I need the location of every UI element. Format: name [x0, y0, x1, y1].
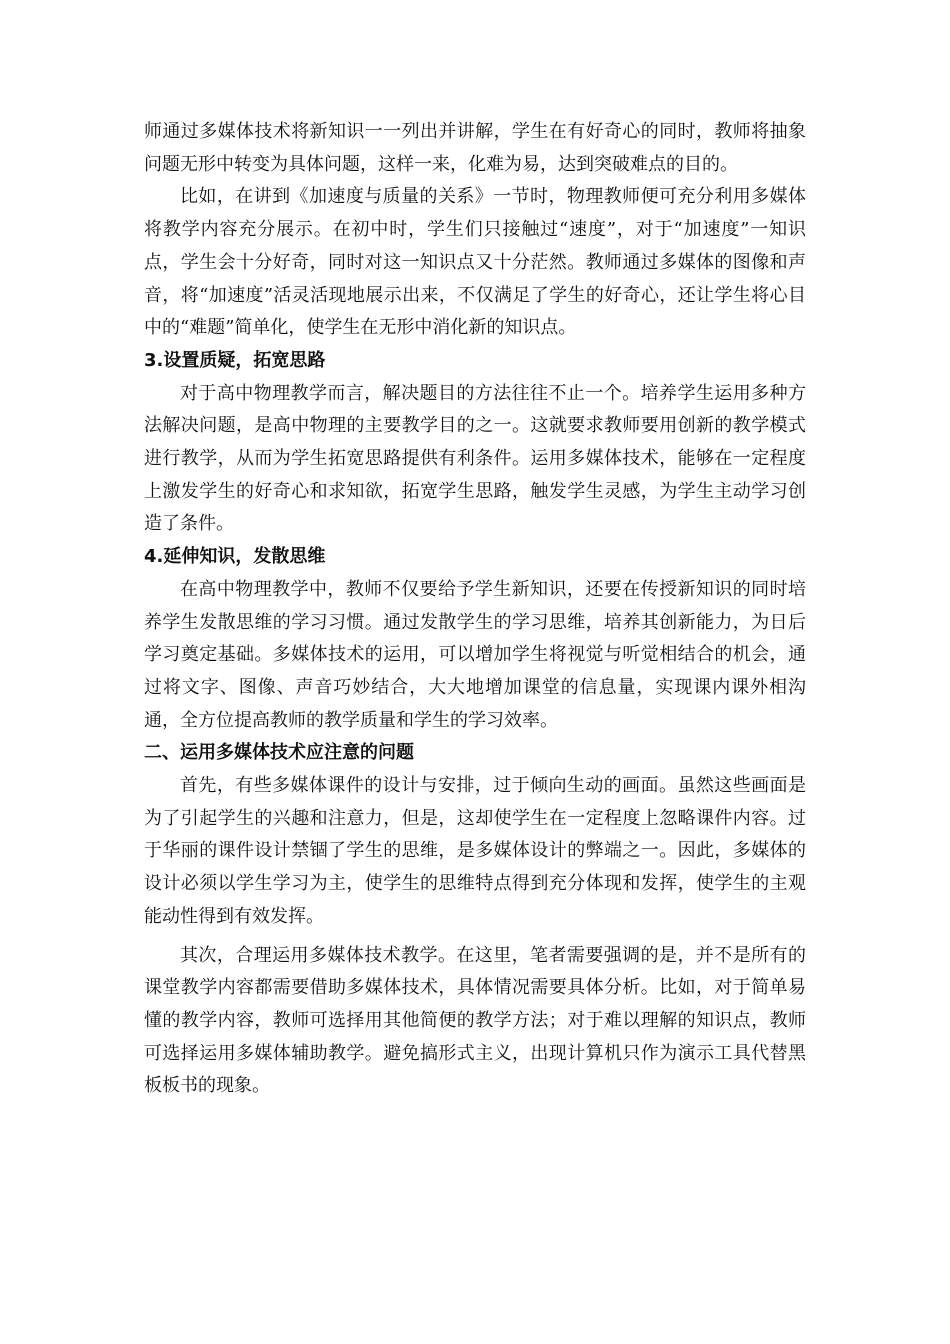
document-body [144, 116, 806, 1103]
paragraph-continued: 师通过多媒体技术将新知识一一列出并讲解，学生在有好奇心的同时，教师将抽象问题无形中转变为具体问题，这样一来，化难为易，达到突破难点的目的。 [144, 121, 806, 175]
heading-section-4: 4.延伸知识，发散思维 [144, 546, 326, 568]
paragraph-first-issue: 首先，有些多媒体课件的设计与安排，过于倾向生动的画面。虽然这些画面是为了引起学生的兴趣和注意力，但是，这却使学生在一定程度上忽略课件内容。过于华丽的课件设计禁锢了学生的思维，是多媒体设计的弊端之一。因此，多媒体的设计必须以学生学习为主，使学生的思维特点得到充分体现和发挥，使学生的主观能动性得到有效发挥。 [144, 775, 806, 927]
paragraph-acceleration-example: 比如，在讲到《加速度与质量的关系》一节时，物理教师便可充分利用多媒体将教学内容充分展示。在初中时，学生们只接触过“速度”，对于“加速度”一知识点，学生会十分好奇，同时对这一知识点又十分茫然。教师通过多媒体的图像和声音，将“加速度”活灵活现地展示出来，不仅满足了学生的好奇心，还让学生将心目中的“难题”简单化，使学生在无形中消化新的知识点。 [144, 186, 806, 339]
paragraph-section-3: 对于高中物理教学而言，解决题目的方法往往不止一个。培养学生运用多种方法解决问题，是高中物理的主要教学目的之一。这就要求教师要用创新的教学模式进行教学，从而为学生拓宽思路提供有利条件。运用多媒体技术，能够在一定程度上激发学生的好奇心和求知欲，拓宽学生思路，触发学生灵感，为学生主动学习创造了条件。 [144, 382, 806, 535]
paragraph-section-4: 在高中物理教学中，教师不仅要给予学生新知识，还要在传授新知识的同时培养学生发散思维的学习习惯。通过发散学生的学习思维，培养其创新能力，为日后学习奠定基础。多媒体技术的运用，可以增加学生将视觉与听觉相结合的机会，通过将文字、图像、声音巧妙结合，大大地增加课堂的信息量，实现课内课外相沟通，全方位提高教师的教学质量和学生的学习效率。 [144, 578, 806, 731]
heading-part-2: 二、运用多媒体技术应注意的问题 [144, 742, 414, 764]
heading-section-3: 3.设置质疑，拓宽思路 [144, 349, 326, 371]
paragraph-second-issue: 其次，合理运用多媒体技术教学。在这里，笔者需要强调的是，并不是所有的课堂教学内容都需要借助多媒体技术，具体情况需要具体分析。比如，对于简单易懂的教学内容，教师可选择用其他简便的教学方法；对于难以理解的知识点，教师可选择运用多媒体辅助教学。避免搞形式主义，出现计算机只作为演示工具代替黑板板书的现象。 [144, 944, 806, 1097]
